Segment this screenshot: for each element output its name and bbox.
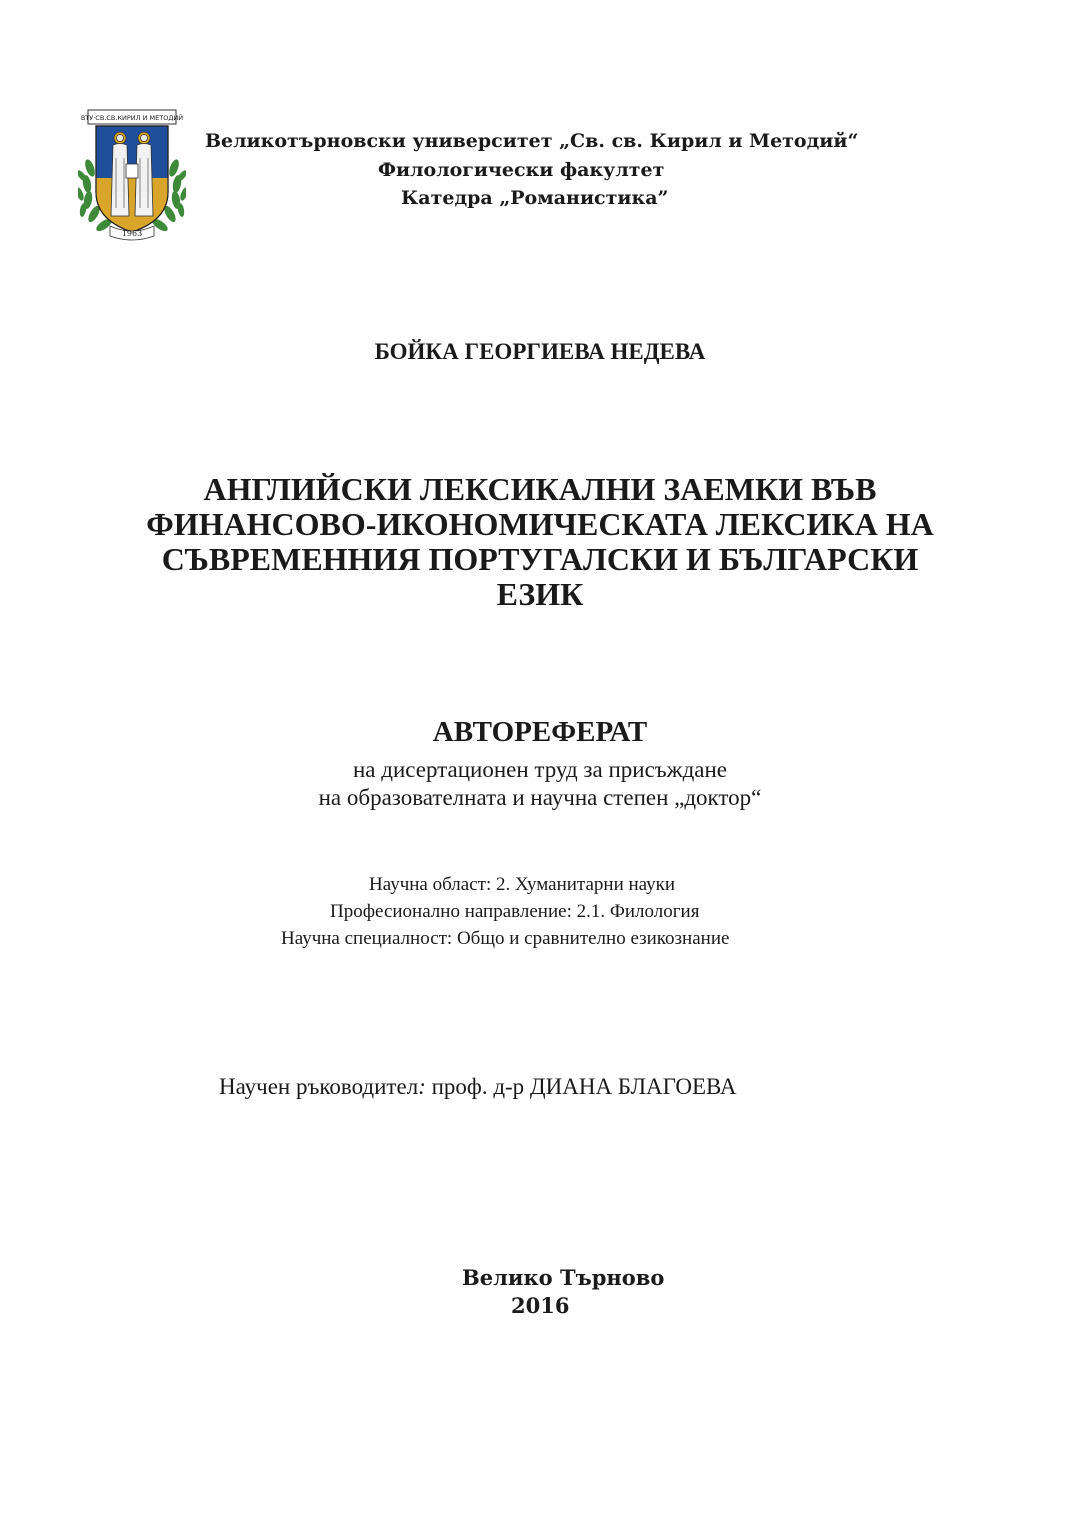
professional-direction: Професионално направление: 2.1. Филология (330, 901, 700, 922)
faculty-name: Филологически факултет (378, 159, 665, 181)
thesis-title (100, 472, 980, 612)
thesis-title-line: ФИНАНСОВО-ИКОНОМИЧЕСКАТА ЛЕКСИКА НА (146, 506, 934, 542)
year: 2016 (511, 1293, 570, 1318)
author-name: БОЙКА ГЕОРГИЕВА НЕДЕВА (374, 339, 706, 364)
abstract-subtitle-line: на дисертационен труд за присъждане (352, 757, 728, 782)
thesis-title-line: СЪВРЕМЕННИЯ ПОРТУГАЛСКИ И БЪЛГАРСКИ (161, 541, 919, 577)
thesis-title-line: ЕЗИК (496, 576, 584, 612)
crest-year-text: 1963 (121, 229, 143, 238)
crest-banner-text: ВТУ·СВ.СВ.КИРИЛ И МЕТОДИЙ (80, 114, 184, 122)
supervisor (219, 1074, 737, 1100)
scientific-area: Научна област: 2. Хуманитарни науки (369, 874, 676, 895)
university-name: Великотърновски университет „Св. св. Кирил и Методий“ (205, 130, 859, 152)
department-name: Катедра „Романистика” (401, 187, 669, 209)
scientific-specialty: Научна специалност: Общо и сравнително езикознание (281, 928, 730, 949)
university-crest-icon (78, 108, 186, 242)
supervisor-label: Научен ръководител (219, 1074, 419, 1099)
abstract-subtitle-line: на образователната и научна степен „доктор“ (318, 785, 762, 810)
supervisor-name: проф. д-р ДИАНА БЛАГОЕВА (425, 1074, 737, 1099)
thesis-title-line: АНГЛИЙСКИ ЛЕКСИКАЛНИ ЗАЕМКИ ВЪВ (203, 471, 877, 507)
city: Велико Търново (462, 1265, 665, 1290)
supervisor-colon: : (418, 1074, 426, 1099)
abstract-heading: АВТОРЕФЕРАТ (432, 716, 648, 748)
